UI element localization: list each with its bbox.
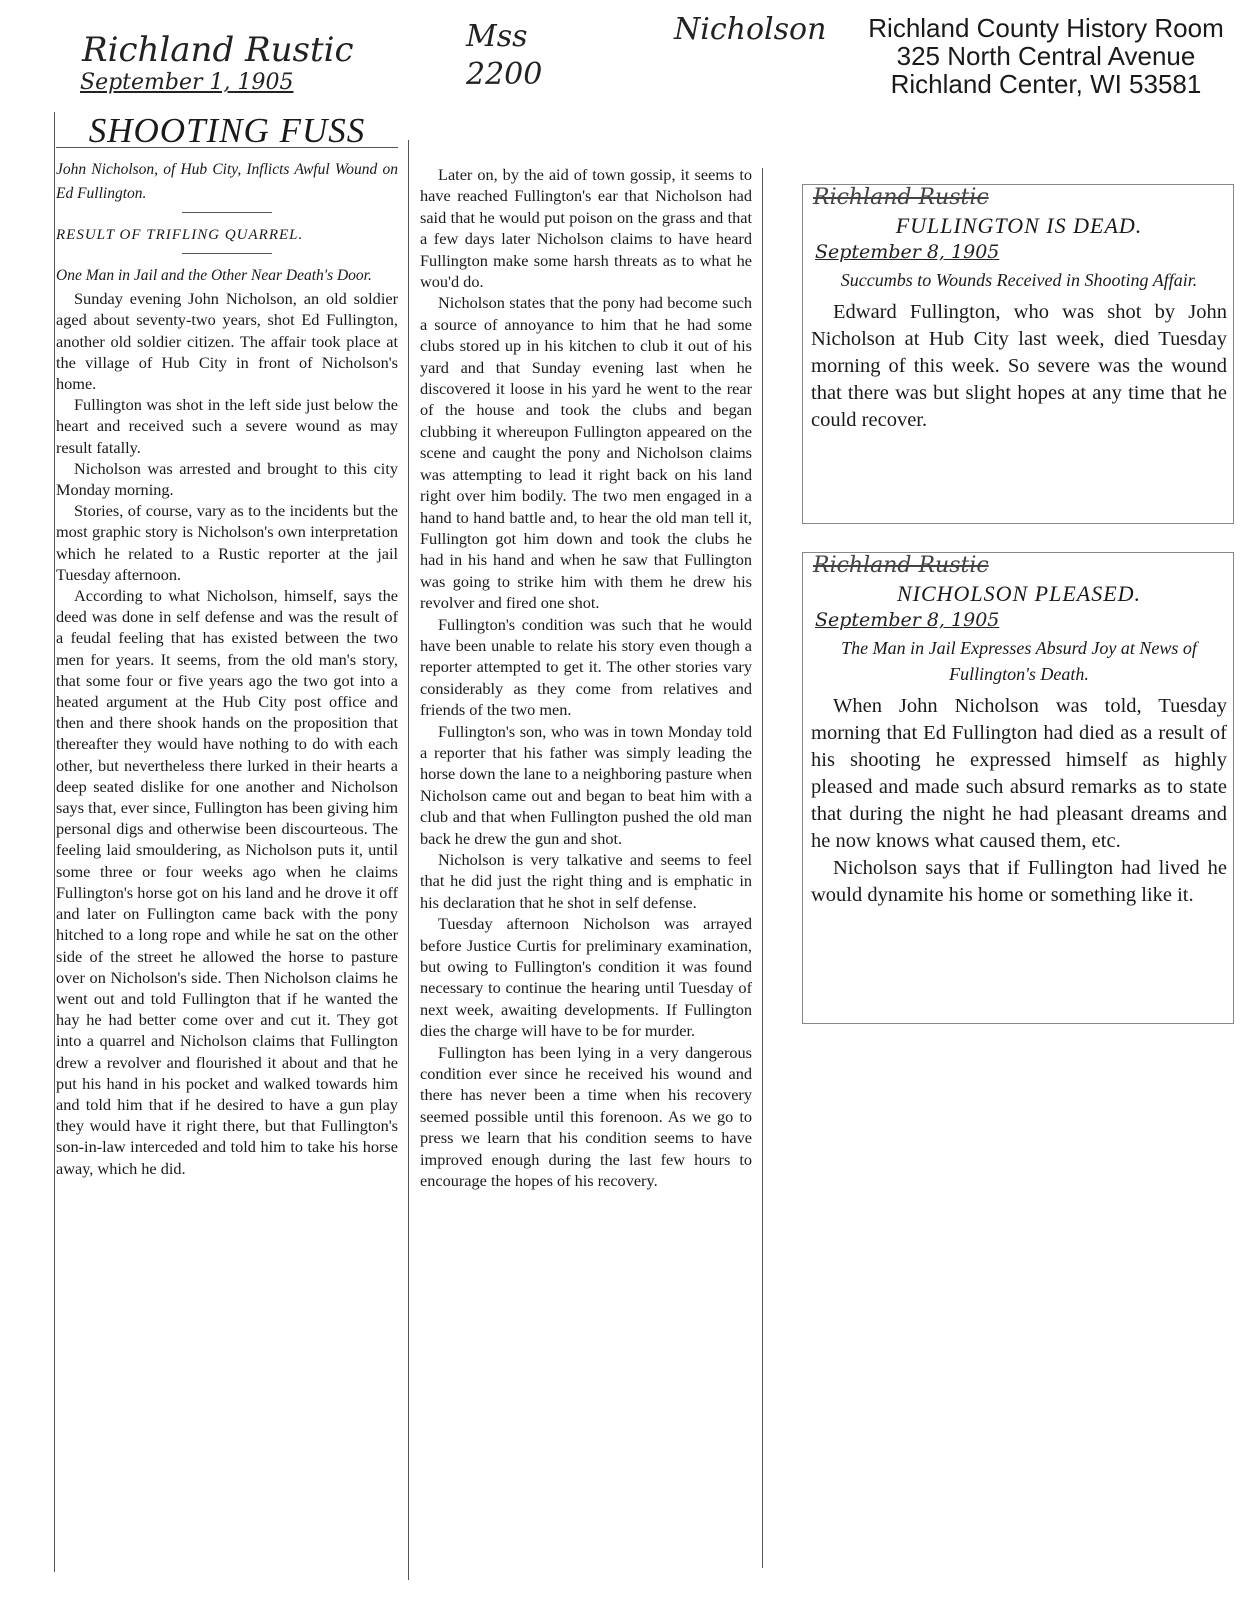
headline-nicholson-pleased: NICHOLSON PLEASED.	[896, 581, 1142, 606]
column-rule-middle	[408, 140, 409, 1580]
paragraph: Later on, by the aid of town gossip, it seems to have reached Fullington's ear that Nicholson had said that he would put poison on the grass and that a few days later Nicholson claims to have heard Fullington make some harsh threats as to what he wou'd do.	[420, 165, 752, 292]
column-rule-right	[762, 168, 763, 1568]
paragraph: Nicholson says that if Fullington had lived he would dynamite his home or something like it.	[811, 857, 1227, 906]
paragraph: Sunday evening John Nicholson, an old soldier aged about seventy-two years, shot Ed Fullington, another old soldier citizen. The affair took place at the village of Hub City in front of Nicholson's home.	[56, 289, 398, 394]
stamp-line-3: Richland Center, WI 53581	[890, 69, 1202, 99]
stamp-line-1: Richland County History Room	[868, 13, 1224, 43]
archive-stamp	[866, 14, 1226, 98]
paragraph: Nicholson states that the pony had become such a source of annoyance to him that he had some clubs stored up in his kitchen to club it out of his yard and that Sunday evening last when he discovered it loose in his yard he went to the rear of the house and took the clubs and began clubbing it whereupon Fullington appeared on the scene and caught the pony and Nicholson claims was attempting to lead it right back on his land right over him bodily. The two men engaged in a hand to hand battle and, to hear the old man tell it, Fullington got him down and took the clubs he had in his hand and when he saw that Fullington was going to strike him with them he drew his revolver and fired one shot.	[420, 293, 752, 613]
paragraph: Edward Fullington, who was shot by John Nicholson at Hub City last week, died Tuesday morning of this week. So severe was the wound that there was but slight hopes at any time that he could recover.	[811, 301, 1227, 431]
paragraph: According to what Nicholson, himself, says the deed was done in self defense and was the result of a feudal feeling that has existed between the two men for years. It seems, from the old man's story, that some four or five years ago the two got into a heated argument at the Hub City post office and then and there shook hands on the proposition that thereafter they would have nothing to do with each other, but nevertheless there lurked in their hearts a deep seated dislike for one another and Nicholson says that, ever since, Fullington has been giving him personal digs and otherwise been discourteous. The feeling laid smouldering, as Nicholson puts it, until some three or four weeks ago when he claims Fullington's horse got on his land and he drove it off and later on Fullington came back with the pony hitched to a long rope and while he sat on the other side of the street he allowed the horse to pasture over on Nicholson's side. Then Nicholson claims he went out and told Fullington that if he wanted the hay he had better come over and cut it. They got into a quarrel and Nicholson claims that Fullington drew a revolver and flourished it about and that he put his hand in his pocket and walked towards him and told him that if he desired to have a gun play they would have it right there, but that Fullington's son-in-law interceded and told him to take his horse away, which he did.	[56, 586, 398, 1178]
deck-absurd-joy: The Man in Jail Expresses Absurd Joy at News of Fullington's Death.	[841, 638, 1197, 684]
paragraph: Stories, of course, vary as to the incidents but the most graphic story is Nicholson's own interpretation which he related to a Rustic reporter at the jail Tuesday afternoon.	[56, 501, 398, 584]
handwritten-source-date: September 1, 1905	[80, 70, 294, 95]
paragraph: Nicholson was arrested and brought to this city Monday morning.	[56, 458, 398, 500]
column-rule-left	[54, 112, 55, 1572]
handwritten-clip-date: September 8, 1905	[815, 241, 1000, 263]
handwritten-clip-source: Richland Rustic	[813, 553, 989, 578]
deck-2: RESULT OF TRIFLING QUARREL.	[56, 227, 304, 244]
handwritten-clip-date: September 8, 1905	[815, 609, 1000, 631]
headline-fullington-is-dead: FULLINGTON IS DEAD.	[895, 213, 1143, 238]
stamp-line-2: 325 North Central Avenue	[896, 41, 1196, 71]
handwritten-clip-source: Richland Rustic	[813, 185, 989, 210]
deck-1: John Nicholson, of Hub City, Inflicts Awful Wound on Ed Fullington.	[56, 161, 398, 203]
handwritten-name: Nicholson	[674, 12, 827, 47]
paragraph: Fullington's condition was such that he would have been unable to relate his story even though a reporter attempted to get it. The other stories vary considerably as they come from relatives and friends of the two men.	[420, 614, 752, 720]
deck-divider	[182, 253, 272, 254]
paragraph: Nicholson is very talkative and seems to feel that he did just the right thing and is emphatic in his declaration that he shot in self defense.	[420, 850, 752, 912]
paragraph: When John Nicholson was told, Tuesday morning that Ed Fullington had died as a result of his shooting he expressed himself as highly pleased and made such absurd remarks as to state that during the night he had pleasant dreams and he now knows what caused them, etc.	[811, 695, 1227, 852]
deck-3: One Man in Jail and the Other Near Death's Door.	[56, 267, 372, 285]
paragraph: Fullington was shot in the left side just below the heart and received such a severe wound as may result fatally.	[56, 395, 398, 457]
deck-succumbs: Succumbs to Wounds Received in Shooting Affair.	[840, 270, 1198, 290]
deck-divider	[182, 212, 272, 213]
handwritten-source-paper: Richland Rustic	[82, 30, 354, 70]
headline-shooting-fuss: SHOOTING FUSS	[56, 120, 398, 148]
paragraph: Fullington has been lying in a very dangerous condition ever since he received his wound and there has never been a time when his recovery seemed possible until this forenoon. As we go to press we learn that his condition seems to have improved enough during the last few hours to encourage the hopes of his recovery.	[420, 1042, 752, 1191]
paragraph: Fullington's son, who was in town Monday told a reporter that his father was simply leading the horse down the lane to a neighboring pasture when Nicholson came out and began to beat him with a club and that when Fullington pushed the old man back he drew the gun and shot.	[420, 721, 752, 848]
article-shooting-fuss-column-2	[420, 164, 752, 1192]
paragraph: Tuesday afternoon Nicholson was arrayed before Justice Curtis for preliminary examination, but owing to Fullington's condition it was found necessary to continue the hearing until Tuesday of next week, awaiting developments. If Fullington dies the charge will have to be for murder.	[420, 914, 752, 1041]
clipping-fullington-is-dead	[802, 184, 1234, 524]
clipping-nicholson-pleased	[802, 552, 1234, 1024]
handwritten-mss-number: Mss 2200	[466, 19, 543, 92]
article-shooting-fuss-column-1	[56, 111, 398, 1179]
